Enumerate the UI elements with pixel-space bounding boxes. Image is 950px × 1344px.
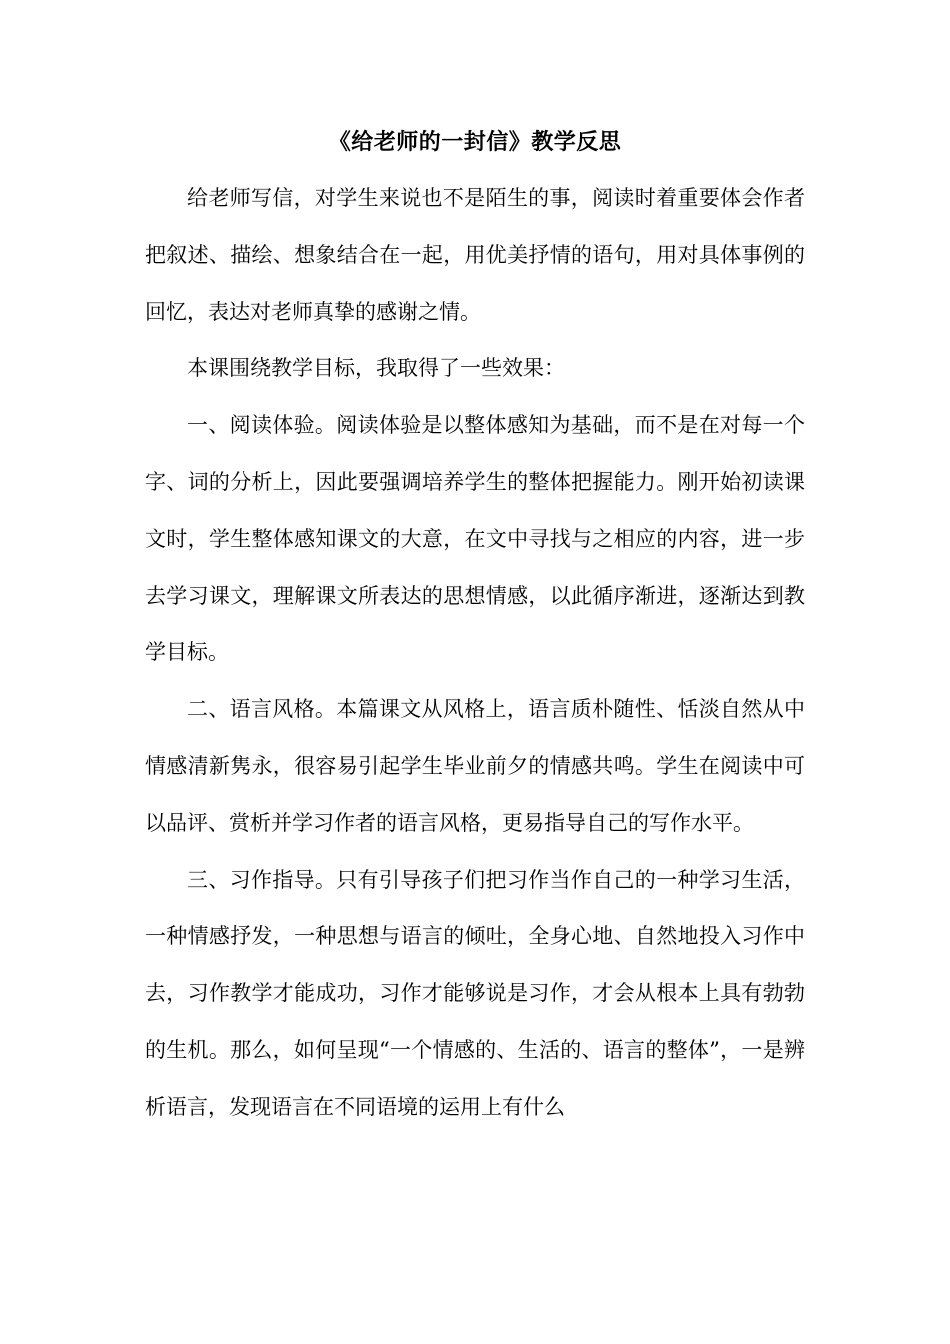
paragraph-effects-lead: 本课围绕教学目标，我取得了一些效果： [187,356,565,381]
paragraph-reading-experience: 一、阅读体验。阅读体验是以整体感知为基础，而不是在对每一个字、词的分析上，因此要强调培养学生的整体把握能力。刚开始初读课文时，学生整体感知课文的大意，在文中寻找与之相应的内容，进一步去学习课文，理解课文所表达的思想情感，以此循序渐进，逐渐达到教学目标。 [145,413,805,665]
paragraph-intro: 给老师写信，对学生来说也不是陌生的事，阅读时着重要体会作者把叙述、描绘、想象结合在一起，用优美抒情的语句，用对具体事例的回忆，表达对老师真挚的感谢之情。 [145,186,805,324]
document-title: 《给老师的一封信》教学反思 [328,129,622,155]
document-page [145,122,805,1136]
paragraph-language-style: 二、语言风格。本篇课文从风格上，语言质朴随性、恬淡自然从中情感清新隽永，很容易引起学生毕业前夕的情感共鸣。学生在阅读中可以品评、赏析并学习作者的语言风格，更易指导自己的写作水平。 [145,697,805,835]
paragraph-writing-guidance: 三、习作指导。只有引导孩子们把习作当作自己的一种学习生活，一种情感抒发，一种思想与语言的倾吐，全身心地、自然地投入习作中去，习作教学才能成功，习作才能够说是习作，才会从根本上具有勃勃的生机。那么，如何呈现“一个情感的、生活的、语言的整体”，一是辨析语言，发现语言在不同语境的运用上有什么 [145,867,805,1119]
